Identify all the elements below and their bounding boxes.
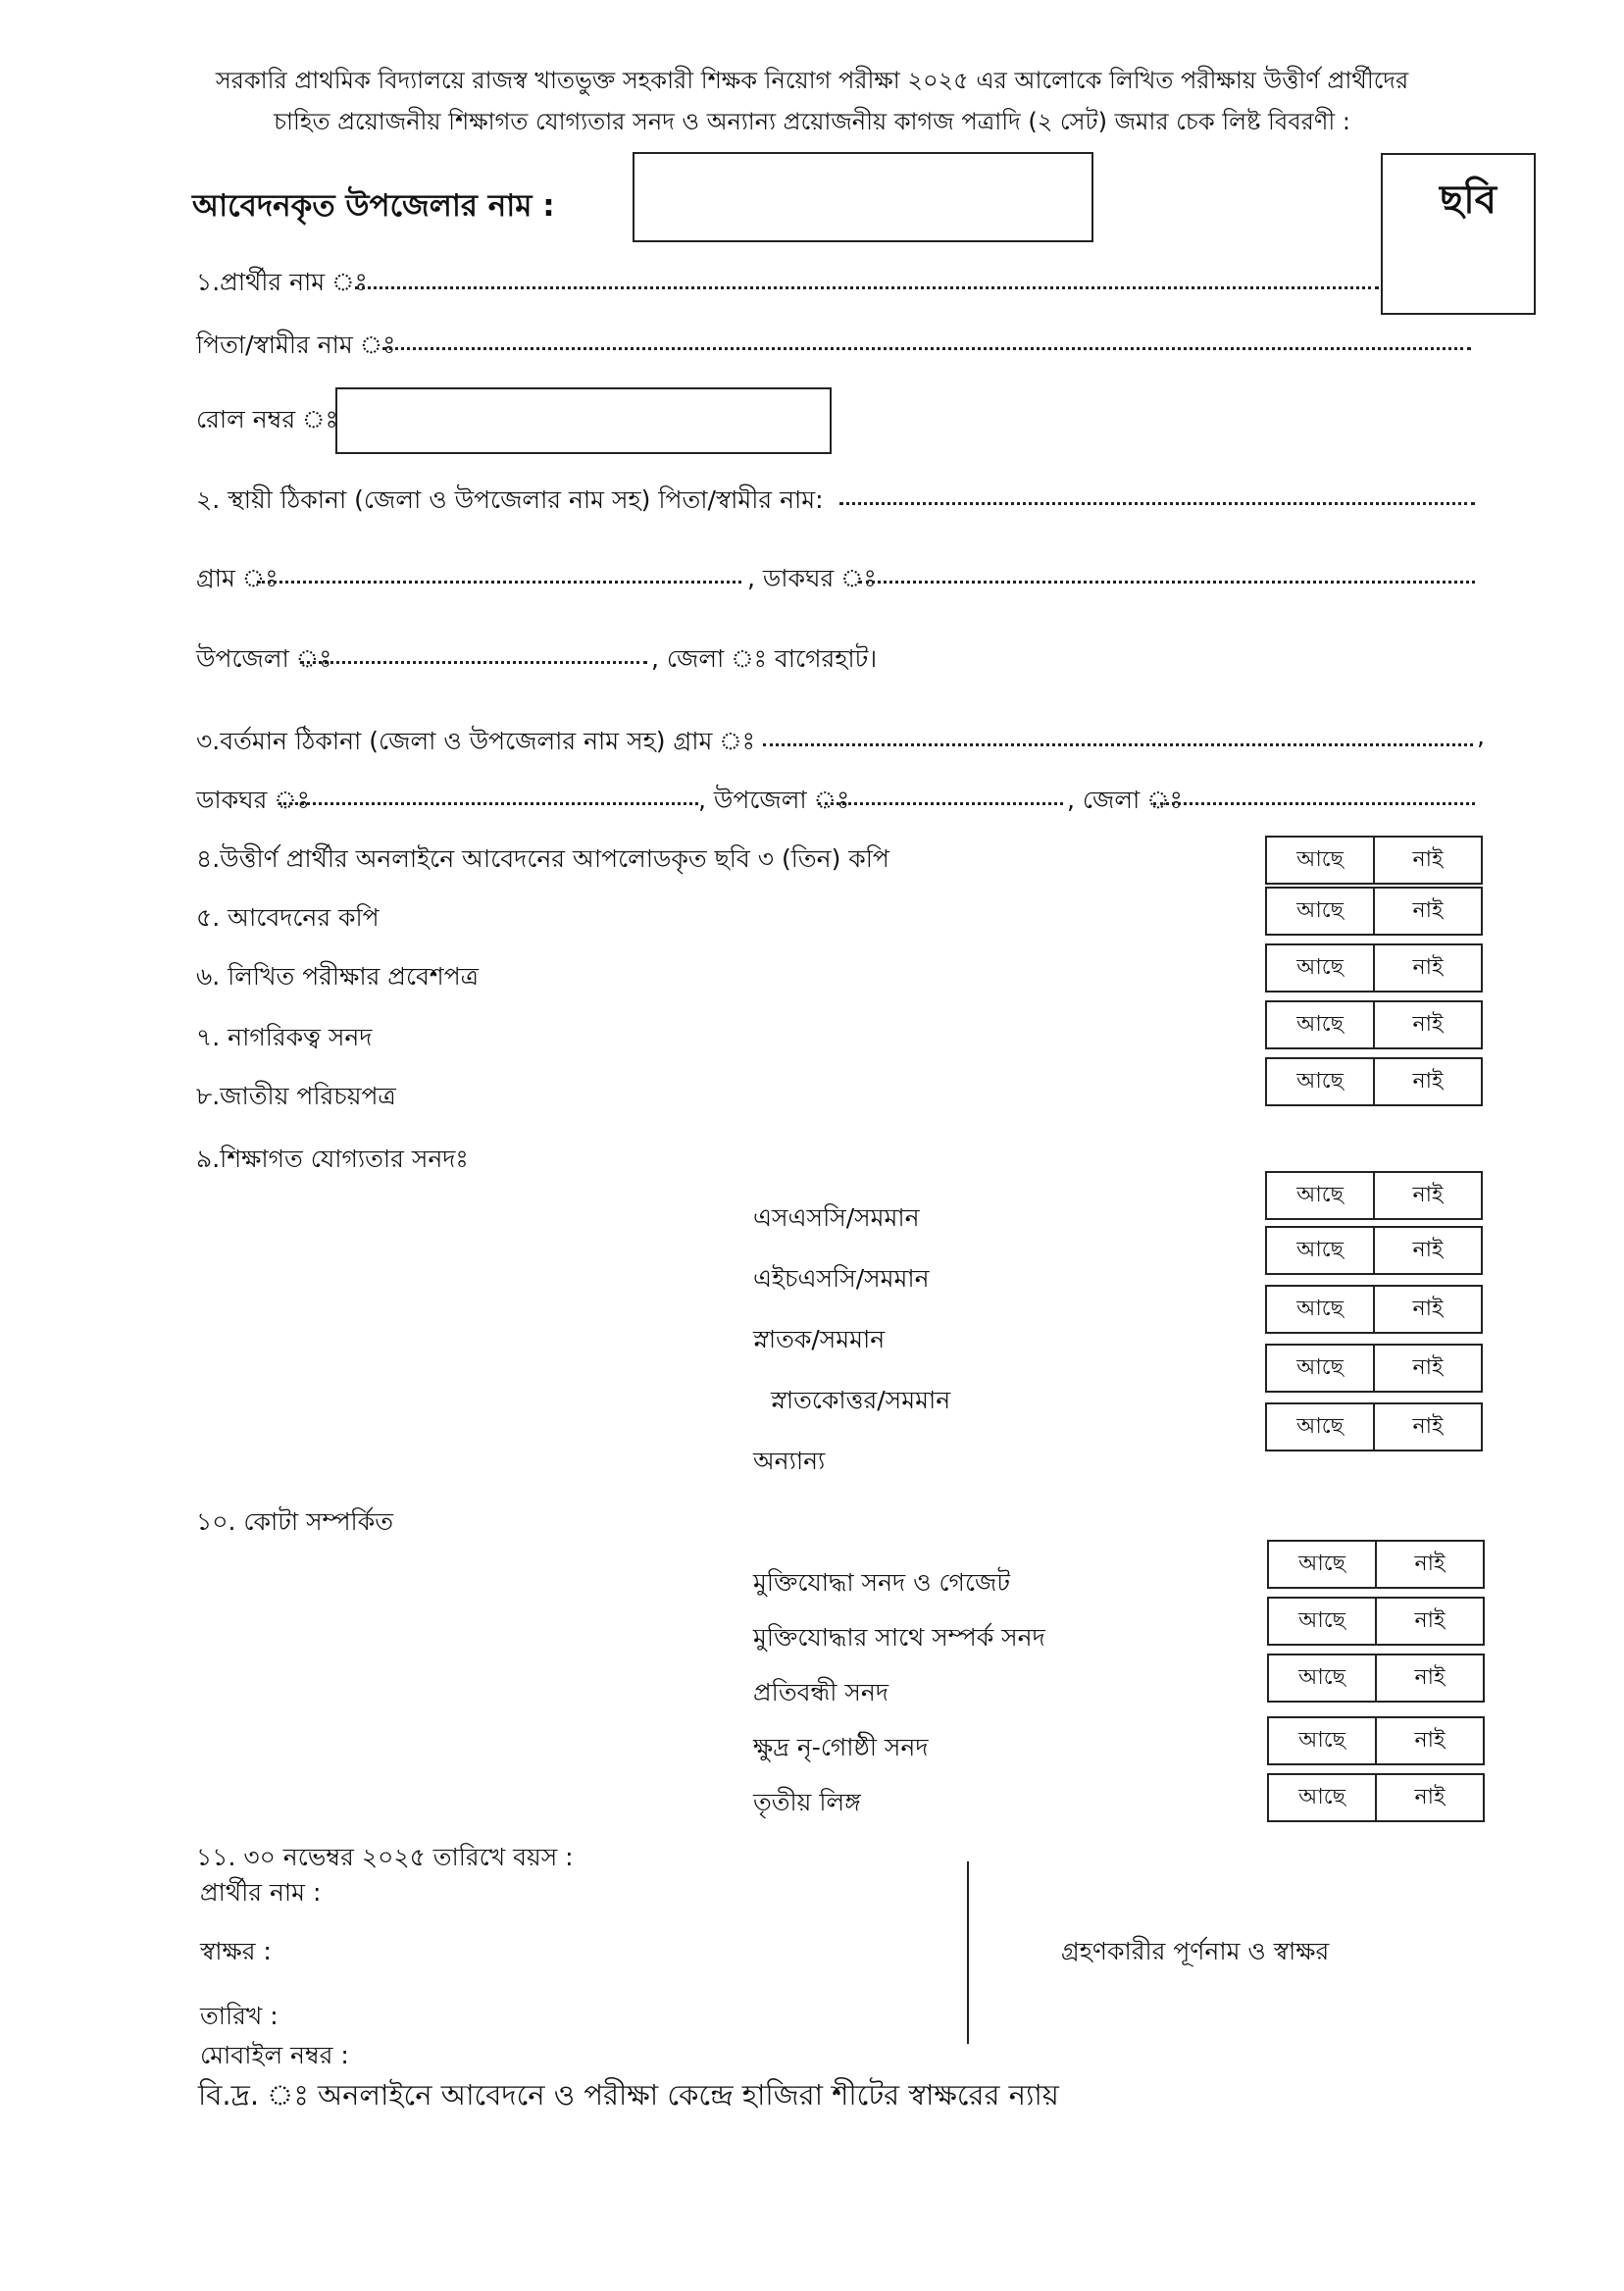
present-address-label: ৩.বর্তমান ঠিকানা (জেলা ও উপজেলার নাম সহ) গ্রাম ঃ [196, 727, 755, 755]
roll-input-box[interactable] [335, 387, 832, 454]
quota-ff-label: মুক্তিযোদ্ধা সনদ ও গেজেট [753, 1568, 1010, 1597]
yes-cell[interactable]: আছে [1269, 1775, 1377, 1820]
present-district-label: , জেলা ঃ [1067, 786, 1183, 814]
quota-third-gender-label: তৃতীয় লিঙ্গ [753, 1788, 861, 1816]
header-line-1: সরকারি প্রাথমিক বিদ্যালয়ে রাজস্ব খাতভুক্ত সহকারী শিক্ষক নিয়োগ পরীক্ষা ২০২৫ এর আলোকে লিখিত পরীক্ষায় উত্তীর্ণ প্রার্থীদের [215, 67, 1409, 94]
footer-note: বি.দ্র. ঃ অনলাইনে আবেদনে ও পরীক্ষা কেন্দ্রে হাজিরা শীটের স্বাক্ষরের ন্যায় [198, 2078, 1059, 2112]
receiver-signature-label: গ্রহণকারীর পূর্ণনাম ও স্বাক্ষর [1061, 1937, 1330, 1965]
no-cell[interactable]: নাই [1414, 1665, 1446, 1690]
no-cell[interactable]: নাই [1412, 1012, 1444, 1037]
district-label: , জেলা ঃ বাগেরহাট। [651, 644, 878, 673]
no-cell[interactable]: নাই [1412, 1414, 1444, 1439]
candidate-name-label: ১.প্রার্থীর নাম ঃ [196, 268, 368, 296]
yes-cell[interactable]: আছে [1267, 945, 1375, 991]
quota-disability-yesno[interactable] [1267, 1654, 1485, 1703]
no-cell[interactable]: নাই [1412, 1355, 1444, 1380]
quota-ff-relation-label: মুক্তিযোদ্ধার সাথে সম্পর্ক সনদ [753, 1623, 1045, 1652]
edu-postgraduate-yesno[interactable] [1265, 1344, 1483, 1393]
yes-cell[interactable]: আছে [1269, 1718, 1377, 1763]
quota-ff-relation-yesno[interactable] [1267, 1597, 1485, 1646]
edu-other-yesno[interactable] [1265, 1402, 1483, 1451]
quota-title: ১০. কোটা সম্পর্কিত [196, 1507, 393, 1536]
present-upazila-line[interactable] [818, 802, 1063, 805]
header-line-2: চাহিত প্রয়োজনীয় শিক্ষাগত যোগ্যতার সনদ ও অন্যান্য প্রয়োজনীয় কাগজ পত্রাদি (২ সেট) জমার চেক লিষ্ট বিবরণী : [274, 108, 1350, 135]
father-name-label: পিতা/স্বামীর নাম ঃ [196, 331, 396, 359]
quota-ethnic-label: ক্ষুদ্র নৃ-গোষ্ঠী সনদ [753, 1733, 929, 1761]
yes-cell[interactable]: আছে [1267, 838, 1375, 883]
check-nid-yesno[interactable] [1265, 1057, 1483, 1106]
no-cell[interactable]: নাই [1412, 1238, 1444, 1262]
age-label: ১১. ৩০ নভেম্বর ২০২৫ তারিখে বয়স : [196, 1843, 574, 1871]
yes-cell[interactable]: আছে [1269, 1542, 1377, 1587]
footer-date-label: তারিখ : [200, 2002, 279, 2030]
village-line[interactable] [257, 581, 741, 584]
quota-disability-label: প্রতিবন্ধী সনদ [753, 1678, 888, 1706]
photo-label: ছবি [1440, 178, 1497, 223]
present-post-label: ডাকঘর ঃ [196, 786, 310, 814]
check-application-label: ৫. আবেদনের কপি [196, 903, 380, 932]
candidate-name-line[interactable] [355, 286, 1379, 289]
photo-box [1381, 153, 1536, 315]
edu-graduate-label: স্নাতক/সমমান [753, 1325, 886, 1353]
check-photo-yesno[interactable] [1265, 836, 1483, 885]
edu-postgraduate-label: স্নাতকোত্তর/সমমান [771, 1386, 951, 1414]
roll-label: রোল নম্বর ঃ [196, 405, 338, 433]
yes-cell[interactable]: আছে [1267, 1173, 1375, 1218]
check-citizenship-yesno[interactable] [1265, 1000, 1483, 1049]
yes-cell[interactable]: আছে [1269, 1599, 1377, 1644]
check-admit-yesno[interactable] [1265, 943, 1483, 993]
check-nid-label: ৮.জাতীয় পরিচয়পত্র [196, 1082, 396, 1110]
no-cell[interactable]: নাই [1412, 1297, 1444, 1321]
yes-cell[interactable]: আছে [1267, 1287, 1375, 1332]
footer-signature-label: স্বাক্ষর : [200, 1937, 272, 1965]
present-village-line[interactable] [763, 743, 1473, 746]
yes-cell[interactable]: আছে [1267, 1228, 1375, 1273]
yes-cell[interactable]: আছে [1267, 1346, 1375, 1391]
permanent-address-label: ২. স্থায়ী ঠিকানা (জেলা ও উপজেলার নাম সহ) পিতা/স্বামীর নাম: [196, 485, 824, 514]
edu-hsc-yesno[interactable] [1265, 1226, 1483, 1275]
perm-upazila-line[interactable] [300, 661, 647, 664]
no-cell[interactable]: নাই [1412, 847, 1444, 872]
footer-divider [967, 1861, 969, 2044]
edu-ssc-yesno[interactable] [1265, 1171, 1483, 1220]
father-name-line[interactable] [382, 347, 1471, 350]
check-citizenship-label: ৭. নাগরিকত্ব সনদ [196, 1023, 373, 1051]
no-cell[interactable]: নাই [1414, 1608, 1446, 1633]
upazila-label: আবেদনকৃত উপজেলার নাম : [192, 188, 555, 224]
check-application-yesno[interactable] [1265, 887, 1483, 936]
check-photo-label: ৪.উত্তীর্ণ প্রার্থীর অনলাইনে আবেদনের আপলোডকৃত ছবি ৩ (তিন) কপি [196, 844, 889, 873]
education-title: ৯.শিক্ষাগত যোগ্যতার সনদঃ [196, 1145, 469, 1173]
quota-ethnic-yesno[interactable] [1267, 1716, 1485, 1765]
no-cell[interactable]: নাই [1412, 1183, 1444, 1207]
yes-cell[interactable]: আছে [1267, 889, 1375, 934]
no-cell[interactable]: নাই [1414, 1728, 1446, 1753]
yes-cell[interactable]: আছে [1267, 1002, 1375, 1047]
village-label: গ্রাম ঃ [196, 564, 279, 592]
no-cell[interactable]: নাই [1414, 1552, 1446, 1576]
yes-cell[interactable]: আছে [1267, 1059, 1375, 1104]
post-office-label: , ডাকঘর ঃ [747, 564, 877, 592]
present-upazila-label: , উপজেলা ঃ [698, 786, 850, 814]
present-post-line[interactable] [279, 802, 698, 805]
footer-mobile-label: মোবাইল নম্বর : [200, 2041, 349, 2069]
yes-cell[interactable]: আছে [1269, 1655, 1377, 1701]
edu-hsc-label: এইচএসসি/সমমান [753, 1264, 930, 1293]
footer-name-label: প্রার্থীর নাম : [200, 1878, 322, 1907]
present-trailing-comma: , [1477, 722, 1485, 750]
edu-ssc-label: এসএসসি/সমমান [753, 1203, 920, 1232]
permanent-address-line[interactable] [839, 502, 1475, 505]
no-cell[interactable]: নাই [1412, 898, 1444, 923]
no-cell[interactable]: নাই [1412, 955, 1444, 980]
perm-upazila-label: উপজেলা ঃ [196, 644, 332, 673]
quota-ff-yesno[interactable] [1267, 1540, 1485, 1589]
yes-cell[interactable]: আছে [1267, 1404, 1375, 1450]
post-office-line[interactable] [859, 581, 1475, 584]
no-cell[interactable]: নাই [1412, 1069, 1444, 1094]
edu-other-label: অন্যান্য [753, 1447, 826, 1475]
quota-third-gender-yesno[interactable] [1267, 1773, 1485, 1822]
edu-graduate-yesno[interactable] [1265, 1285, 1483, 1334]
present-district-line[interactable] [1153, 802, 1475, 805]
no-cell[interactable]: নাই [1414, 1785, 1446, 1809]
upazila-input-box[interactable] [633, 152, 1093, 242]
check-admit-label: ৬. লিখিত পরীক্ষার প্রবেশপত্র [196, 962, 480, 991]
